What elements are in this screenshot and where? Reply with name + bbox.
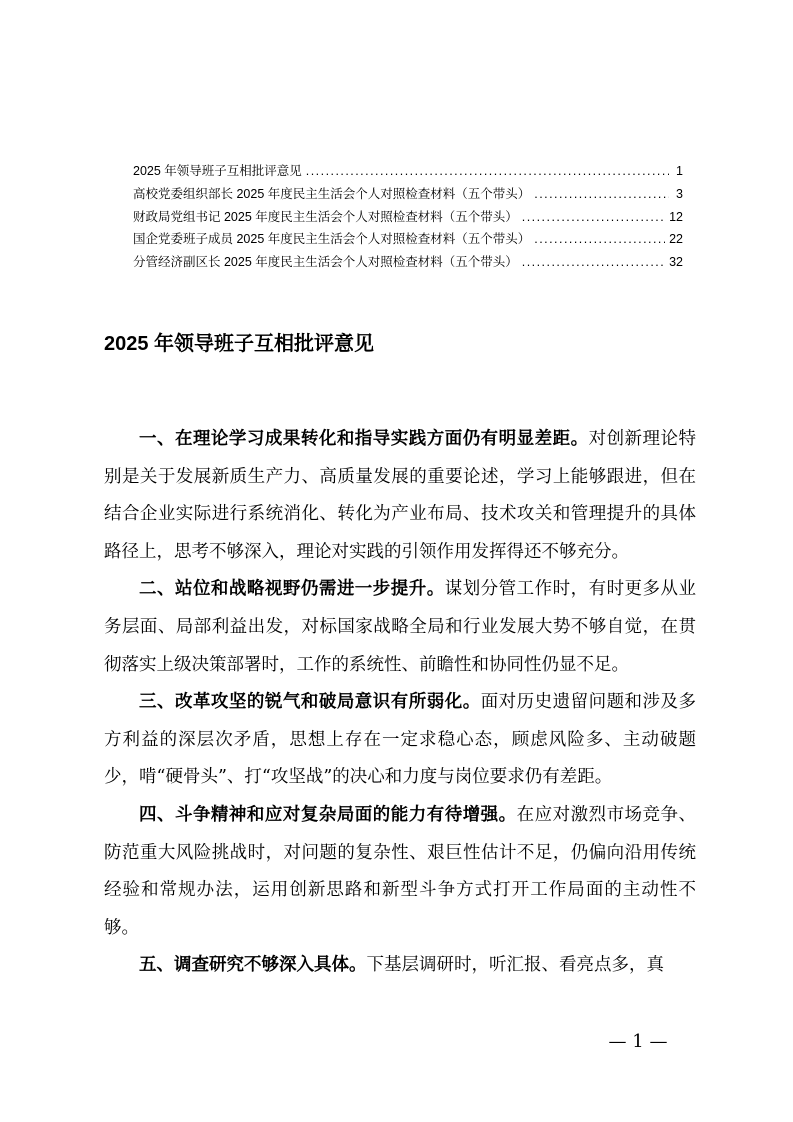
page-number: — 1 —: [608, 1031, 668, 1052]
document-title: 2025 年领导班子互相批评意见: [104, 333, 375, 355]
toc-entry[interactable]: [133, 206, 683, 229]
body-paragraph: [104, 797, 696, 947]
toc-leader-dots: [306, 160, 669, 183]
body-paragraph: [104, 571, 696, 684]
toc-entry[interactable]: [133, 228, 683, 251]
toc-entry-title: 2025 年领导班子互相批评意见: [133, 164, 302, 178]
body-paragraph: [104, 421, 696, 571]
document-body: [104, 421, 696, 985]
toc-entry-title: 高校党委组织部长 2025 年度民主生活会个人对照检查材料（五个带头）: [133, 186, 531, 201]
toc-leader-dots: [534, 183, 669, 206]
toc-leader-dots: [522, 206, 665, 229]
paragraph-heading: 二、站位和战略视野仍需进一步提升。: [139, 579, 445, 600]
toc-entry-title: 财政局党组书记 2025 年度民主生活会个人对照检查材料（五个带头）: [133, 209, 518, 224]
toc-entry-page: 3: [676, 186, 683, 201]
paragraph-heading: 三、改革攻坚的锐气和破局意识有所弱化。: [139, 692, 481, 713]
paragraph-heading: 四、斗争精神和应对复杂局面的能力有待增强。: [139, 804, 517, 825]
toc-leader-dots: [534, 228, 665, 251]
body-paragraph: [104, 684, 696, 797]
paragraph-heading: 一、在理论学习成果转化和指导实践方面仍有明显差距。: [139, 429, 589, 449]
toc-entry-page: 1: [676, 164, 683, 178]
body-paragraph: [104, 947, 696, 985]
paragraph-text: 下基层调研时，听汇报、看亮点多，真: [366, 955, 664, 976]
paragraph-text: 面对历史遗留问题和涉及多方利益的深层次矛盾，思想上存在一定求稳心态，顾虑风险多、主动破题少，啃“硬骨头”、打“攻坚战”的决心和力度与岗位要求仍有差距。: [104, 692, 697, 788]
toc-leader-dots: [522, 251, 665, 274]
paragraph-text: 对创新理论特别是关于发展新质生产力、高质量发展的重要论述，学习上能够跟进，但在结合企业实际进行系统消化、转化为产业布局、技术攻关和管理提升的具体路径上，思考不够深入，理论对实践的引领作用发挥得还不够充分。: [104, 429, 697, 562]
toc-entry-title: 分管经济副区长 2025 年度民主生活会个人对照检查材料（五个带头）: [133, 255, 518, 270]
toc-entry-page: 32: [669, 255, 683, 270]
paragraph-text: 在应对激烈市场竞争、防范重大风险挑战时，对问题的复杂性、艰巨性估计不足，仍偏向沿用传统经验和常规办法，运用创新思路和新型斗争方式打开工作局面的主动性不够。: [104, 804, 697, 938]
toc-entry[interactable]: [133, 251, 683, 274]
toc-entry-page: 22: [669, 232, 683, 247]
paragraph-heading: 五、调查研究不够深入具体。: [139, 955, 367, 976]
toc-entry[interactable]: [133, 160, 683, 183]
toc-entry[interactable]: [133, 183, 683, 206]
paragraph-text: 谋划分管工作时，有时更多从业务层面、局部利益出发，对标国家战略全局和行业发展大势不够自觉，在贯彻落实上级决策部署时，工作的系统性、前瞻性和协同性仍显不足。: [104, 579, 697, 675]
table-of-contents: [133, 160, 683, 274]
toc-entry-title: 国企党委班子成员 2025 年度民主生活会个人对照检查材料（五个带头）: [133, 232, 531, 247]
toc-entry-page: 12: [669, 209, 683, 224]
